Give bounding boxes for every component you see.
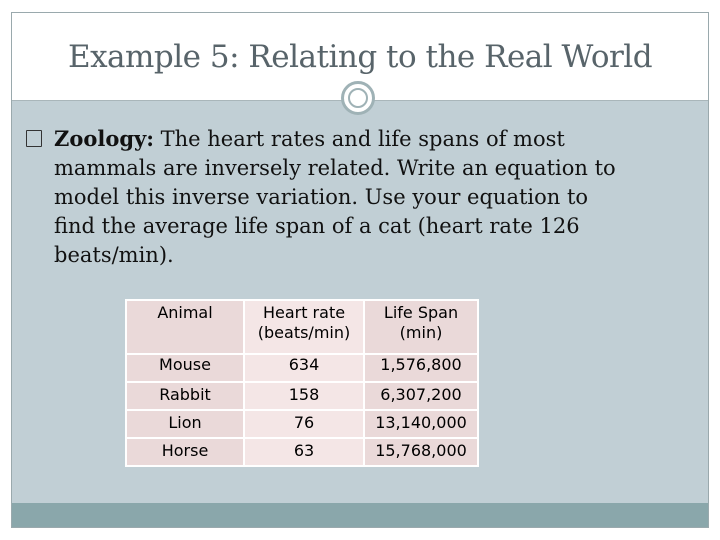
cell-animal: Horse [126,438,244,466]
bullet-line-4: find the average life span of a cat (heart rate 126 [54,214,580,238]
header-life-span [364,300,478,354]
bullet-paragraph [20,124,680,270]
table-header-row [126,300,478,354]
bullet-line-1 [20,124,680,154]
bottom-bar [12,503,708,527]
table-row [126,382,478,410]
square-bullet-icon [26,130,42,147]
header-life-span-label: Life Span [383,303,459,322]
header-heart-rate-label: Heart rate [262,303,346,322]
bullet-text-1: The heart rates and life spans of most [153,127,565,151]
cell-heart-rate: 63 [244,438,364,466]
slide-title: Example 5: Relating to the Real World [67,39,653,75]
bullet-line-2: mammals are inversely related. Write an equation to [54,156,616,180]
cell-heart-rate: 634 [244,354,364,382]
table-row [126,410,478,438]
header-animal-label: Animal [157,303,213,322]
header-heart-rate [244,300,364,354]
bullet-lead: Zoology: [54,126,154,151]
cell-heart-rate: 76 [244,410,364,438]
header-heart-rate-unit: (beats/min) [257,323,351,342]
circle-ornament-icon [341,81,375,115]
cell-life-span: 13,140,000 [364,410,478,438]
bullet-line-5: beats/min). [54,243,174,267]
cell-life-span: 6,307,200 [364,382,478,410]
cell-heart-rate: 158 [244,382,364,410]
bullet-line-3: model this inverse variation. Use your equation to [54,185,589,209]
cell-life-span: 15,768,000 [364,438,478,466]
table-row [126,438,478,466]
cell-animal: Lion [126,410,244,438]
header-life-span-unit: (min) [399,323,443,342]
cell-life-span: 1,576,800 [364,354,478,382]
table-row [126,354,478,382]
data-table [125,299,479,467]
header-animal [126,300,244,354]
cell-animal: Rabbit [126,382,244,410]
cell-animal: Mouse [126,354,244,382]
